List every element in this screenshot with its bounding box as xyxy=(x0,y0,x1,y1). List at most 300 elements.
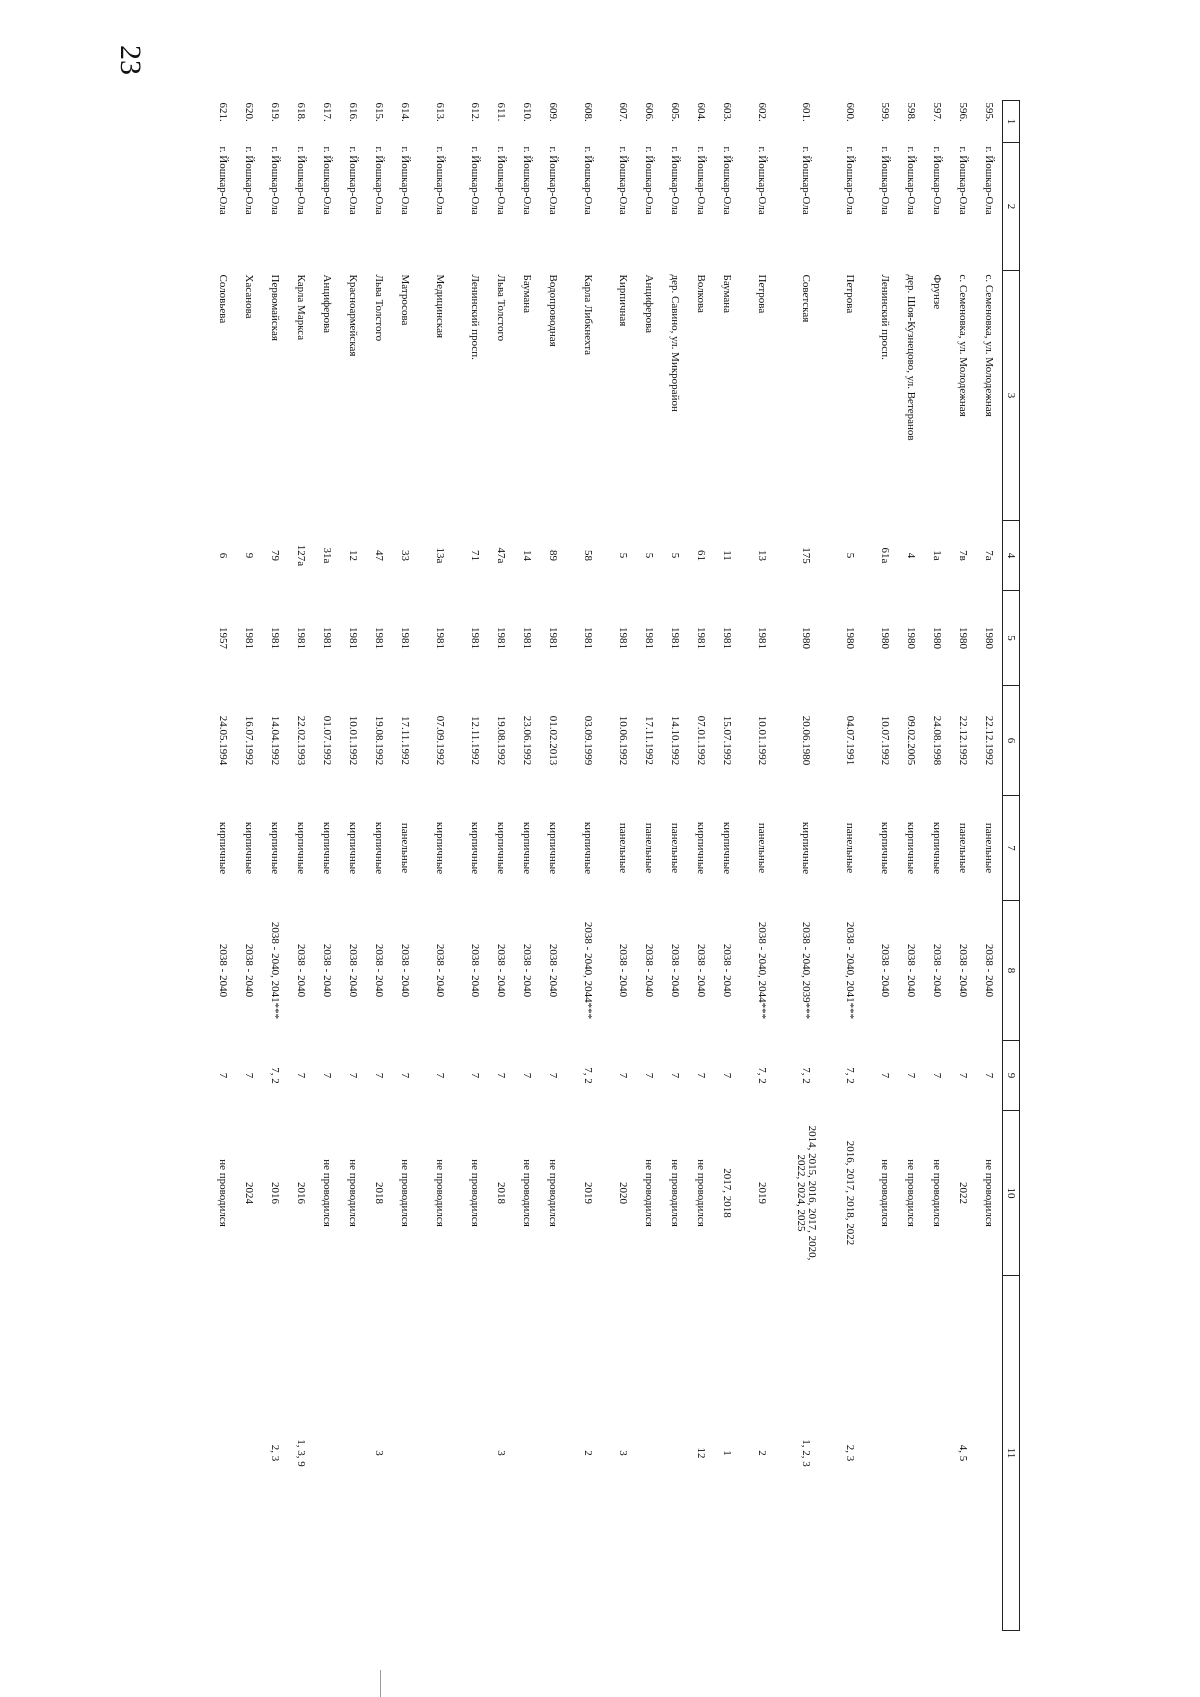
period-cell: 2038 - 2040 xyxy=(983,943,996,998)
date-cell: 15.07.1992 xyxy=(721,715,733,766)
period-cell: 2038 - 2040 xyxy=(547,943,560,998)
house-cell: 7в xyxy=(957,550,969,561)
year-cell: 1980 xyxy=(931,627,943,649)
repair-cell: 2016, 2017, 2018, 2022 xyxy=(844,1140,857,1246)
year-cell: 1980 xyxy=(879,627,891,649)
notes-cell xyxy=(540,1276,566,1631)
year-cell: 1980 xyxy=(800,627,812,649)
date-cell: 24.05.1994 xyxy=(217,715,229,766)
period-cell: 2038 - 2040 xyxy=(957,943,970,998)
table-row xyxy=(784,101,828,1631)
table-row xyxy=(236,101,262,1631)
period-cell: 2038 - 2040 xyxy=(721,943,734,998)
repair-cell: не проводился xyxy=(347,1159,360,1227)
row-number: 597. xyxy=(931,102,943,122)
notes-cell: 2, 3 xyxy=(844,1444,856,1462)
material-cell: панельные xyxy=(983,822,995,874)
notes-cell xyxy=(976,1276,1003,1631)
year-cell: 1957 xyxy=(217,627,229,649)
date-cell: 12.11.1992 xyxy=(469,715,481,766)
rotated-table-container xyxy=(200,100,1020,1630)
street-cell: Льва Толстого xyxy=(495,274,507,342)
notes-cell xyxy=(462,1276,488,1631)
period-cell: 2038 - 2040 xyxy=(469,943,482,998)
date-cell: 22.02.1993 xyxy=(295,715,307,766)
house-cell: 33 xyxy=(399,550,411,561)
house-cell: 9 xyxy=(243,552,255,559)
material-cell: кирпичные xyxy=(905,821,917,875)
house-cell: 61 xyxy=(695,550,707,561)
year-cell: 1981 xyxy=(721,627,733,649)
table-row xyxy=(488,101,514,1631)
material-cell: кирпичные xyxy=(931,821,943,875)
year-cell: 1980 xyxy=(957,627,969,649)
code-cell: 7, 2 xyxy=(756,1067,768,1084)
material-cell: панельные xyxy=(399,822,411,874)
date-cell: 23.06.1992 xyxy=(521,715,533,766)
period-cell: 2038 - 2040 xyxy=(643,943,656,998)
material-cell: кирпичные xyxy=(373,821,385,875)
header-col-1: 1 xyxy=(1003,101,1020,143)
city-cell: г. Йошкар-Ола xyxy=(695,146,707,215)
city-cell: г. Йошкар-Ола xyxy=(373,146,385,215)
house-cell: 5 xyxy=(643,552,655,559)
notes-cell: 2, 3 xyxy=(269,1444,281,1462)
table-row xyxy=(828,101,872,1631)
date-cell: 14.10.1992 xyxy=(669,715,681,766)
notes-cell xyxy=(662,1276,688,1631)
year-cell: 1981 xyxy=(347,627,359,649)
material-cell: панельные xyxy=(844,822,856,874)
notes-cell xyxy=(898,1276,924,1631)
table-row xyxy=(288,101,314,1631)
period-cell: 2038 - 2040, 2044*** xyxy=(582,921,595,1020)
date-cell: 10.07.1992 xyxy=(879,715,891,766)
house-cell: 79 xyxy=(269,550,281,561)
city-cell: г. Йошкар-Ола xyxy=(879,146,891,215)
period-cell: 2038 - 2040 xyxy=(695,943,708,998)
city-cell: г. Йошкар-Ола xyxy=(495,146,507,215)
code-cell: 7 xyxy=(373,1072,385,1079)
notes-cell xyxy=(636,1276,662,1631)
street-cell: Хасанова xyxy=(243,274,255,319)
street-cell: Советская xyxy=(800,274,812,323)
notes-cell: 2 xyxy=(582,1450,594,1456)
repair-cell: не проводился xyxy=(469,1159,482,1227)
row-number: 600. xyxy=(844,102,856,122)
date-cell: 22.12.1992 xyxy=(983,715,995,766)
period-cell: 2038 - 2040 xyxy=(617,943,630,998)
code-cell: 7 xyxy=(669,1072,681,1079)
code-cell: 7, 2 xyxy=(269,1067,281,1084)
header-col-9: 9 xyxy=(1003,1041,1020,1111)
year-cell: 1981 xyxy=(643,627,655,649)
city-cell: г. Йошкар-Ола xyxy=(243,146,255,215)
table-row xyxy=(514,101,540,1631)
date-cell: 10.06.1992 xyxy=(617,715,629,766)
header-col-4: 4 xyxy=(1003,521,1020,591)
house-cell: 1а xyxy=(931,550,943,561)
row-number: 603. xyxy=(721,102,733,122)
row-number: 612. xyxy=(469,102,481,122)
date-cell: 04.07.1991 xyxy=(844,715,856,766)
table-row xyxy=(566,101,610,1631)
period-cell: 2038 - 2040 xyxy=(217,943,230,998)
material-cell: панельные xyxy=(957,822,969,874)
street-cell: Фрунзе xyxy=(931,274,943,310)
code-cell: 7 xyxy=(721,1072,733,1079)
header-col-2: 2 xyxy=(1003,143,1020,271)
house-cell: 47а xyxy=(495,547,507,564)
street-cell: Петрова xyxy=(756,274,768,314)
street-cell: с. Семеновка, ул. Молодежная xyxy=(983,274,995,417)
date-cell: 01.07.1992 xyxy=(321,715,333,766)
code-cell: 7 xyxy=(547,1072,559,1079)
table-row xyxy=(636,101,662,1631)
row-number: 619. xyxy=(269,102,281,122)
street-cell: Карла Маркса xyxy=(295,274,307,341)
street-cell: Баумана xyxy=(721,274,733,314)
city-cell: г. Йошкар-Ола xyxy=(347,146,359,215)
house-cell: 31а xyxy=(321,547,333,564)
house-cell: 5 xyxy=(844,552,856,559)
table-row xyxy=(714,101,740,1631)
repair-cell: не проводился xyxy=(521,1159,534,1227)
repair-cell: 2016 xyxy=(295,1182,308,1204)
material-cell: кирпичные xyxy=(243,821,255,875)
table-row xyxy=(462,101,488,1631)
date-cell: 19.08.1992 xyxy=(373,715,385,766)
header-col-3: 3 xyxy=(1003,271,1020,521)
table-row xyxy=(740,101,784,1631)
notes-cell: 4, 5 xyxy=(957,1444,969,1462)
repair-cell: 2019 xyxy=(582,1182,595,1204)
table-row xyxy=(314,101,340,1631)
house-cell: 71 xyxy=(469,550,481,561)
row-number: 620. xyxy=(243,102,255,122)
code-cell: 7, 2 xyxy=(800,1067,812,1084)
material-cell: панельные xyxy=(617,822,629,874)
city-cell: г. Йошкар-Ола xyxy=(617,146,629,215)
table-row xyxy=(418,101,462,1631)
date-cell: 24.08.1998 xyxy=(931,715,943,766)
house-cell: 4 xyxy=(905,552,917,559)
table-row xyxy=(688,101,714,1631)
code-cell: 7 xyxy=(399,1072,411,1079)
material-cell: кирпичные xyxy=(721,821,733,875)
row-number: 621. xyxy=(217,102,229,122)
table-row xyxy=(898,101,924,1631)
repair-cell: 2020 xyxy=(617,1182,630,1204)
street-cell: Матросова xyxy=(399,274,411,326)
city-cell: г. Йошкар-Ола xyxy=(399,146,411,215)
row-number: 604. xyxy=(695,102,707,122)
date-cell: 16.07.1992 xyxy=(243,715,255,766)
header-row xyxy=(1003,101,1020,1631)
notes-cell: 1, 2, 3 xyxy=(800,1439,812,1467)
period-cell: 2038 - 2040, 2041*** xyxy=(269,921,282,1020)
material-cell: кирпичные xyxy=(269,821,281,875)
material-cell: кирпичные xyxy=(879,821,891,875)
date-cell: 17.11.1992 xyxy=(643,715,655,766)
header-col-5: 5 xyxy=(1003,591,1020,686)
street-cell: с. Семеновка, ул. Молодежная xyxy=(957,274,969,417)
table-row xyxy=(662,101,688,1631)
header-col-7: 7 xyxy=(1003,796,1020,901)
row-number: 602. xyxy=(756,102,768,122)
city-cell: г. Йошкар-Ола xyxy=(434,146,446,215)
city-cell: г. Йошкар-Ола xyxy=(321,146,333,215)
city-cell: г. Йошкар-Ола xyxy=(983,146,995,215)
year-cell: 1981 xyxy=(469,627,481,649)
code-cell: 7 xyxy=(243,1072,255,1079)
material-cell: кирпичные xyxy=(582,821,594,875)
street-cell: Ленинский просп. xyxy=(469,274,481,360)
row-number: 610. xyxy=(521,102,533,122)
material-cell: кирпичные xyxy=(695,821,707,875)
year-cell: 1981 xyxy=(756,627,768,649)
date-cell: 09.02.2005 xyxy=(905,715,917,766)
city-cell: г. Йошкар-Ола xyxy=(844,146,856,215)
code-cell: 7 xyxy=(495,1072,507,1079)
notes-cell: 1 xyxy=(721,1450,733,1456)
table-row xyxy=(976,101,1003,1631)
material-cell: кирпичные xyxy=(547,821,559,875)
repair-cell: не проводился xyxy=(321,1159,334,1227)
repair-cell: не проводился xyxy=(905,1159,918,1227)
notes-cell xyxy=(210,1276,236,1631)
city-cell: г. Йошкар-Ола xyxy=(295,146,307,215)
period-cell: 2038 - 2040 xyxy=(243,943,256,998)
table-row xyxy=(924,101,950,1631)
street-cell: Карла Либкнехта xyxy=(582,274,594,356)
row-number: 598. xyxy=(905,102,917,122)
city-cell: г. Йошкар-Ола xyxy=(643,146,655,215)
date-cell: 10.01.1992 xyxy=(756,715,768,766)
street-cell: Медицинская xyxy=(434,274,446,339)
page-number: 23 xyxy=(114,45,147,75)
year-cell: 1980 xyxy=(905,627,917,649)
table-row xyxy=(950,101,976,1631)
row-number: 605. xyxy=(669,102,681,122)
table-row xyxy=(210,101,236,1631)
house-cell: 12 xyxy=(347,550,359,561)
period-cell: 2038 - 2040 xyxy=(347,943,360,998)
row-number: 607. xyxy=(617,102,629,122)
house-cell: 127а xyxy=(295,544,307,567)
year-cell: 1981 xyxy=(547,627,559,649)
year-cell: 1981 xyxy=(495,627,507,649)
material-cell: кирпичные xyxy=(800,821,812,875)
row-number: 617. xyxy=(321,102,333,122)
material-cell: кирпичные xyxy=(434,821,446,875)
repair-cell: не проводился xyxy=(399,1159,412,1227)
code-cell: 7 xyxy=(643,1072,655,1079)
table-row xyxy=(366,101,392,1631)
notes-cell xyxy=(418,1276,462,1631)
period-cell: 2038 - 2040 xyxy=(373,943,386,998)
period-cell: 2038 - 2040 xyxy=(495,943,508,998)
street-cell: Баумана xyxy=(521,274,533,314)
material-cell: кирпичные xyxy=(521,821,533,875)
date-cell: 07.09.1992 xyxy=(434,715,446,766)
repair-cell: 2024 xyxy=(243,1182,256,1204)
row-number: 606. xyxy=(643,102,655,122)
scan-mark xyxy=(380,1670,381,1697)
code-cell: 7, 2 xyxy=(582,1067,594,1084)
city-cell: г. Йошкар-Ола xyxy=(721,146,733,215)
code-cell: 7, 2 xyxy=(844,1067,856,1084)
city-cell: г. Йошкар-Ола xyxy=(957,146,969,215)
year-cell: 1981 xyxy=(269,627,281,649)
period-cell: 2038 - 2040 xyxy=(399,943,412,998)
row-number: 616. xyxy=(347,102,359,122)
period-cell: 2038 - 2040 xyxy=(669,943,682,998)
street-cell: Петрова xyxy=(844,274,856,314)
repair-cell: 2018 xyxy=(373,1182,386,1204)
date-cell: 01.02.2013 xyxy=(547,715,559,766)
notes-cell: 3 xyxy=(495,1450,507,1456)
year-cell: 1980 xyxy=(844,627,856,649)
period-cell: 2038 - 2040 xyxy=(879,943,892,998)
date-cell: 07.01.1992 xyxy=(695,715,707,766)
city-cell: г. Йошкар-Ола xyxy=(547,146,559,215)
street-cell: Кирпичная xyxy=(617,274,629,327)
repair-cell: 2019 xyxy=(756,1182,769,1204)
notes-cell: 3 xyxy=(373,1450,385,1456)
year-cell: 1981 xyxy=(243,627,255,649)
date-cell: 10.01.1992 xyxy=(347,715,359,766)
material-cell: панельные xyxy=(756,822,768,874)
date-cell: 14.04.1992 xyxy=(269,715,281,766)
house-cell: 6 xyxy=(217,552,229,559)
repair-cell: не проводился xyxy=(879,1159,892,1227)
house-cell: 175 xyxy=(800,547,812,564)
city-cell: г. Йошкар-Ола xyxy=(521,146,533,215)
notes-cell: 1, 3, 9 xyxy=(295,1439,307,1467)
header-col-10: 10 xyxy=(1003,1111,1020,1276)
notes-cell xyxy=(314,1276,340,1631)
period-cell: 2038 - 2040 xyxy=(321,943,334,998)
row-number: 615. xyxy=(373,102,385,122)
repair-cell: не проводился xyxy=(434,1159,447,1227)
house-cell: 47 xyxy=(373,550,385,561)
notes-cell xyxy=(514,1276,540,1631)
row-number: 609. xyxy=(547,102,559,122)
street-cell: Красноармейская xyxy=(347,274,359,357)
material-cell: кирпичные xyxy=(495,821,507,875)
year-cell: 1981 xyxy=(434,627,446,649)
code-cell: 7 xyxy=(931,1072,943,1079)
material-cell: кирпичные xyxy=(217,821,229,875)
material-cell: кирпичные xyxy=(347,821,359,875)
year-cell: 1981 xyxy=(321,627,333,649)
row-number: 618. xyxy=(295,102,307,122)
material-cell: кирпичные xyxy=(469,821,481,875)
period-cell: 2038 - 2040, 2041*** xyxy=(844,921,857,1020)
repair-cell: 2018 xyxy=(495,1182,508,1204)
period-cell: 2038 - 2040 xyxy=(434,943,447,998)
city-cell: г. Йошкар-Ола xyxy=(669,146,681,215)
year-cell: 1981 xyxy=(669,627,681,649)
code-cell: 7 xyxy=(521,1072,533,1079)
house-cell: 14 xyxy=(521,550,533,561)
code-cell: 7 xyxy=(695,1072,707,1079)
city-cell: г. Йошкар-Ола xyxy=(582,146,594,215)
street-cell: Водопроводная xyxy=(547,274,559,347)
code-cell: 7 xyxy=(321,1072,333,1079)
code-cell: 7 xyxy=(217,1072,229,1079)
table-row xyxy=(872,101,898,1631)
year-cell: 1981 xyxy=(373,627,385,649)
street-cell: дер. Савино, ул. Микрорайон xyxy=(669,274,681,412)
row-number: 608. xyxy=(582,102,594,122)
notes-cell: 3 xyxy=(617,1450,629,1456)
city-cell: г. Йошкар-Ола xyxy=(469,146,481,215)
repair-cell: не проводился xyxy=(217,1159,230,1227)
notes-cell xyxy=(872,1276,898,1631)
notes-cell xyxy=(392,1276,418,1631)
repair-cell: 2022 xyxy=(957,1182,970,1204)
header-col-8: 8 xyxy=(1003,901,1020,1041)
period-cell: 2038 - 2040, 2039*** xyxy=(800,921,813,1020)
row-number: 613. xyxy=(434,102,446,122)
date-cell: 17.11.1992 xyxy=(399,715,411,766)
material-cell: панельные xyxy=(643,822,655,874)
notes-cell xyxy=(340,1276,366,1631)
house-cell: 89 xyxy=(547,550,559,561)
table-row xyxy=(262,101,288,1631)
date-cell: 22.12.1992 xyxy=(957,715,969,766)
house-cell: 58 xyxy=(582,550,594,561)
notes-cell: 12 xyxy=(695,1447,707,1459)
table-row xyxy=(340,101,366,1631)
repair-cell: не проводился xyxy=(983,1159,996,1227)
notes-cell: 2 xyxy=(756,1450,768,1456)
code-cell: 7 xyxy=(957,1072,969,1079)
year-cell: 1981 xyxy=(582,627,594,649)
year-cell: 1981 xyxy=(695,627,707,649)
repair-cell: 2016 xyxy=(269,1182,282,1204)
repair-cell: не проводился xyxy=(695,1159,708,1227)
date-cell: 19.08.1992 xyxy=(495,715,507,766)
code-cell: 7 xyxy=(617,1072,629,1079)
repair-cell: 2017, 2018 xyxy=(721,1168,734,1218)
header-col-11: 11 xyxy=(1003,1276,1020,1631)
table-body xyxy=(210,101,1003,1631)
city-cell: г. Йошкар-Ола xyxy=(800,146,812,215)
table-row xyxy=(610,101,636,1631)
date-cell: 03.09.1999 xyxy=(582,715,594,766)
header-col-6: 6 xyxy=(1003,686,1020,796)
repair-cell: не проводился xyxy=(643,1159,656,1227)
code-cell: 7 xyxy=(983,1072,995,1079)
period-cell: 2038 - 2040, 2044*** xyxy=(756,921,769,1020)
housing-repair-table xyxy=(210,100,1020,1631)
house-cell: 13а xyxy=(434,547,446,564)
period-cell: 2038 - 2040 xyxy=(521,943,534,998)
row-number: 596. xyxy=(957,102,969,122)
street-cell: Анциферова xyxy=(643,274,655,334)
notes-cell xyxy=(924,1276,950,1631)
date-cell: 20.06.1980 xyxy=(800,715,812,766)
period-cell: 2038 - 2040 xyxy=(905,943,918,998)
year-cell: 1981 xyxy=(521,627,533,649)
street-cell: Ленинский просп. xyxy=(879,274,891,360)
row-number: 601. xyxy=(800,102,812,122)
repair-cell: не проводился xyxy=(547,1159,560,1227)
row-number: 599. xyxy=(879,102,891,122)
